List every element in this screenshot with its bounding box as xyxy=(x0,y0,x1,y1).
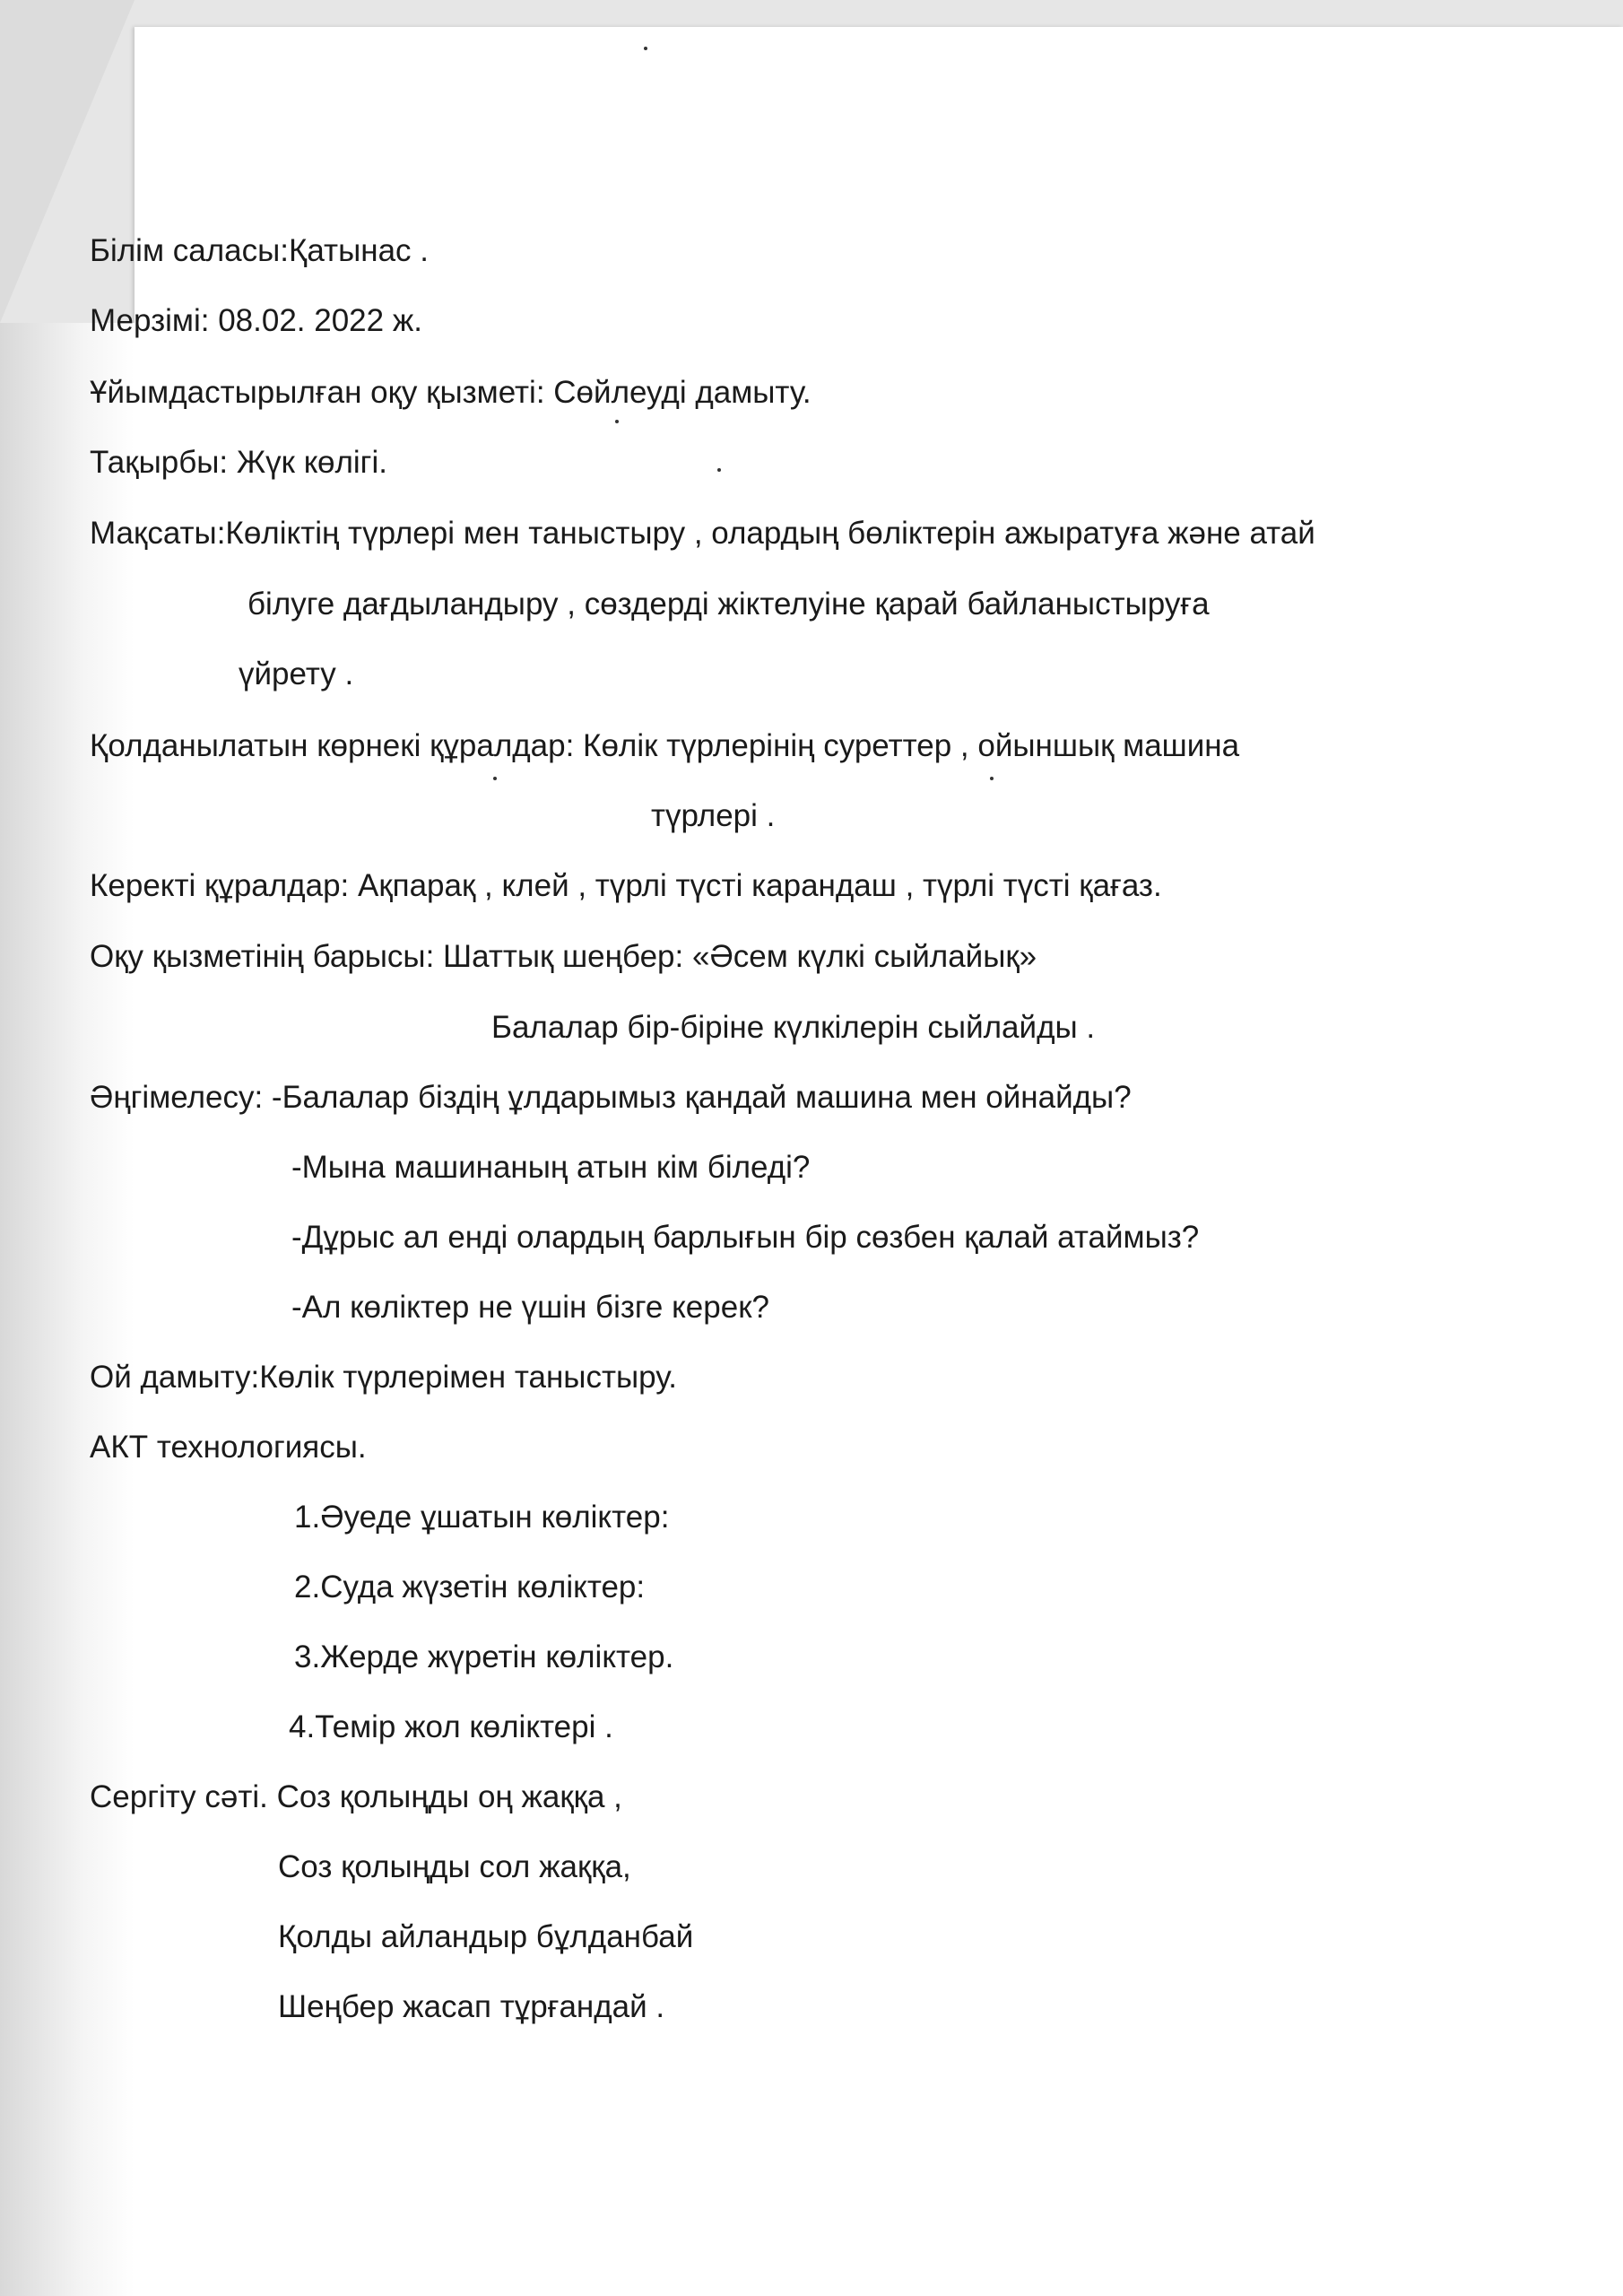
ict-technology-line: АКТ технологиясы. xyxy=(90,1430,367,1465)
list-item-4: 4.Темір жол көліктері . xyxy=(289,1709,613,1744)
topic-line: Тақырбы: Жүк көлігі. xyxy=(90,445,387,480)
lesson-progress-line: Оқу қызметінің барысы: Шаттық шеңбер: «Әсем күлкі сыйлайық» xyxy=(90,939,1037,974)
warmup-verse-line: Қолды айландыр бұлданбай xyxy=(278,1919,694,1954)
list-item-3: 3.Жерде жүретін көліктер. xyxy=(294,1639,674,1674)
folded-corner xyxy=(0,0,135,323)
visual-aids-continuation-line: түрлері . xyxy=(651,798,776,833)
conversation-line: Әңгімелесу: -Балалар біздің ұлдарымыз қандай машина мен ойнайды? xyxy=(90,1080,1132,1115)
goal-continuation-line: үйрету . xyxy=(239,657,354,691)
materials-line: Керекті құралдар: Ақпарақ , клей , түрлі түсті карандаш , түрлі түсті қағаз. xyxy=(90,868,1162,903)
conversation-question-line: -Дұрыс ал енді олардың барлығын бір сөзбен қалай атаймыз? xyxy=(291,1220,1200,1255)
lesson-progress-continuation-line: Балалар бір-біріне күлкілерін сыйлайды . xyxy=(491,1010,1096,1045)
goal-continuation-line: білуге дағдыландыру , сөздерді жіктелуіне қарай байланыстыруға xyxy=(247,587,1210,622)
scan-speck xyxy=(615,420,619,423)
list-item-1: 1.Әуеде ұшатын көліктер: xyxy=(294,1500,670,1535)
scan-speck xyxy=(644,47,647,50)
warmup-line: Сергіту сәті. Соз қолыңды оң жаққа , xyxy=(90,1779,622,1814)
page-edge-shadow xyxy=(0,323,135,2296)
scan-speck xyxy=(493,777,497,780)
list-item-2: 2.Суда жүзетін көліктер: xyxy=(294,1570,646,1605)
date-line: Мерзімі: 08.02. 2022 ж. xyxy=(90,303,422,338)
goal-line: Мақсаты:Көліктің түрлері мен таныстыру , олардың бөліктерін ажыратуға және атай xyxy=(90,516,1315,551)
conversation-question-line: -Мына машинаның атын кім біледі? xyxy=(291,1150,811,1185)
scan-speck xyxy=(717,468,721,472)
visual-aids-line: Қолданылатын көрнекі құралдар: Көлік түрлерінің суреттер , ойыншық машина xyxy=(90,728,1240,763)
warmup-verse-line: Шеңбер жасап тұрғандай . xyxy=(278,1989,665,2024)
subject-area-line: Білім саласы:Қатынас . xyxy=(90,233,429,268)
conversation-question-line: -Ал көліктер не үшін бізге керек? xyxy=(291,1290,769,1325)
warmup-verse-line: Соз қолыңды сол жаққа, xyxy=(278,1849,631,1884)
thinking-development-line: Ой дамыту:Көлік түрлерімен таныстыру. xyxy=(90,1360,677,1395)
scan-speck xyxy=(990,777,994,780)
activity-line: Ұйымдастырылған оқу қызметі: Сөйлеуді дамыту. xyxy=(90,375,812,410)
